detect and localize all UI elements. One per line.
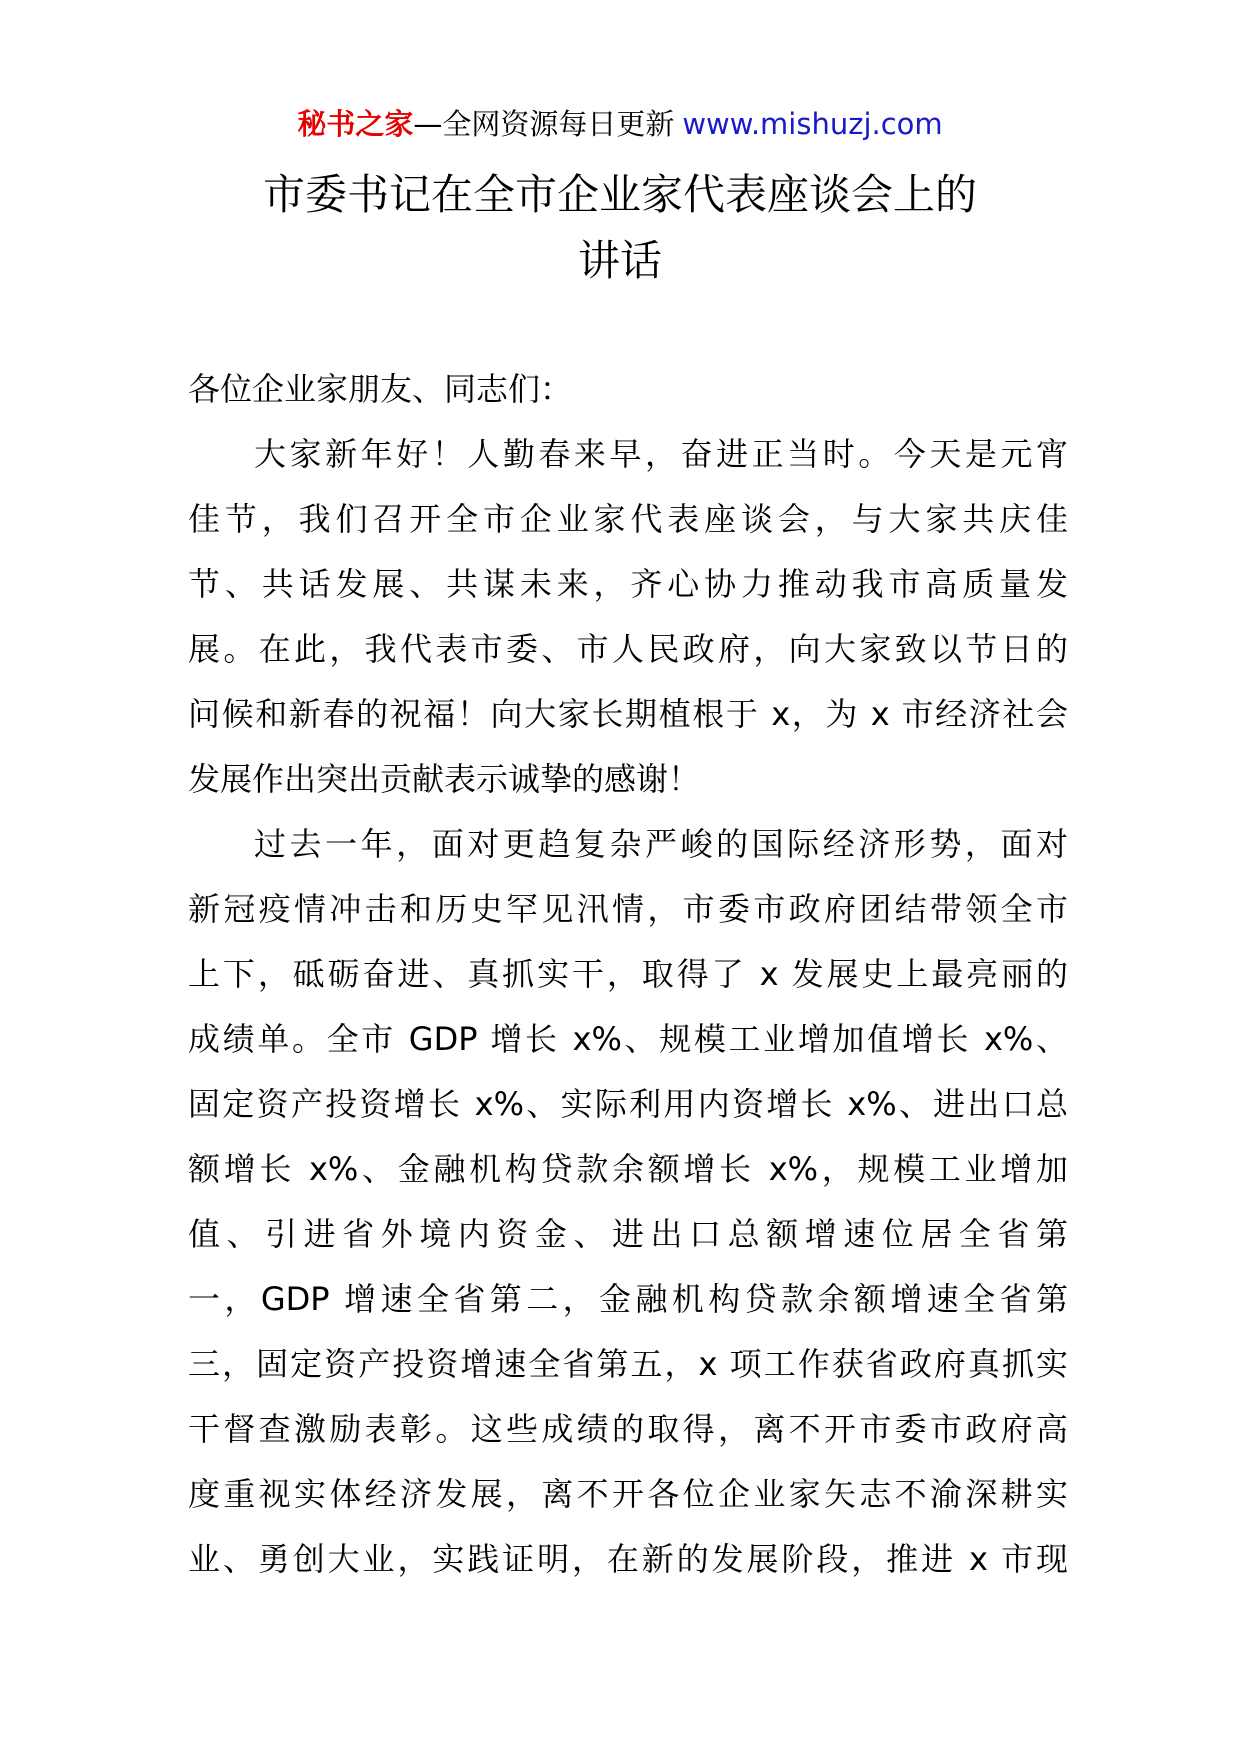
paragraph-line: 额增长 x%、金融机构贷款余额增长 x%，规模工业增加 [188,1150,1068,1188]
title-line-2: 讲话 [577,236,662,285]
paragraph-line: 业、勇创大业，实践证明，在新的发展阶段，推进 x 市现 [188,1540,1068,1578]
paragraph-line: 问候和新春的祝福！向大家长期植根于 x，为 x 市经济社会 [188,695,1068,733]
paragraph-line: 展。在此，我代表市委、市人民政府，向大家致以节日的 [188,630,1068,668]
paragraph-line: 过去一年，面对更趋复杂严峻的国际经济形势，面对 [254,825,1068,863]
paragraph-line: 上下，砥砺奋进、真抓实干，取得了 x 发展史上最亮丽的 [188,955,1068,993]
paragraph-line: 干督查激励表彰。这些成绩的取得，离不开市委市政府高 [188,1410,1068,1448]
paragraph-line: 佳节，我们召开全市企业家代表座谈会，与大家共庆佳 [188,500,1068,538]
paragraph-line: 固定资产投资增长 x%、实际利用内资增长 x%、进出口总 [188,1085,1068,1123]
paragraph-line: 大家新年好！人勤春来早，奋进正当时。今天是元宵 [254,435,1068,473]
paragraph-2 [188,812,1068,1592]
salutation: 各位企业家朋友、同志们： [188,370,573,408]
site-url-link[interactable]: www.mishuzj.com [682,107,943,141]
paragraph-line: 节、共话发展、共谋未来，齐心协力推动我市高质量发 [188,565,1068,603]
document-body [188,357,1068,1592]
paragraph-1 [188,422,1068,812]
site-header [0,104,1240,144]
paragraph-line: 一，GDP 增速全省第二，金融机构贷款余额增速全省第 [188,1280,1068,1318]
document-title [0,162,1240,294]
paragraph-line: 成绩单。全市 GDP 增长 x%、规模工业增加值增长 x%、 [188,1020,1068,1058]
paragraph-line: 发展作出突出贡献表示诚挚的感谢！ [188,760,701,798]
paragraph-line: 值、引进省外境内资金、进出口总额增速位居全省第 [188,1215,1068,1253]
paragraph-line: 三，固定资产投资增速全省第五，x 项工作获省政府真抓实 [188,1345,1068,1383]
paragraph-line: 度重视实体经济发展，离不开各位企业家矢志不渝深耕实 [188,1475,1068,1513]
header-tagline: —全网资源每日更新 [413,107,675,141]
brand-name: 秘书之家 [297,107,414,141]
paragraph-line: 新冠疫情冲击和历史罕见汛情，市委市政府团结带领全市 [188,890,1068,928]
title-line-1: 市委书记在全市企业家代表座谈会上的 [262,170,977,219]
